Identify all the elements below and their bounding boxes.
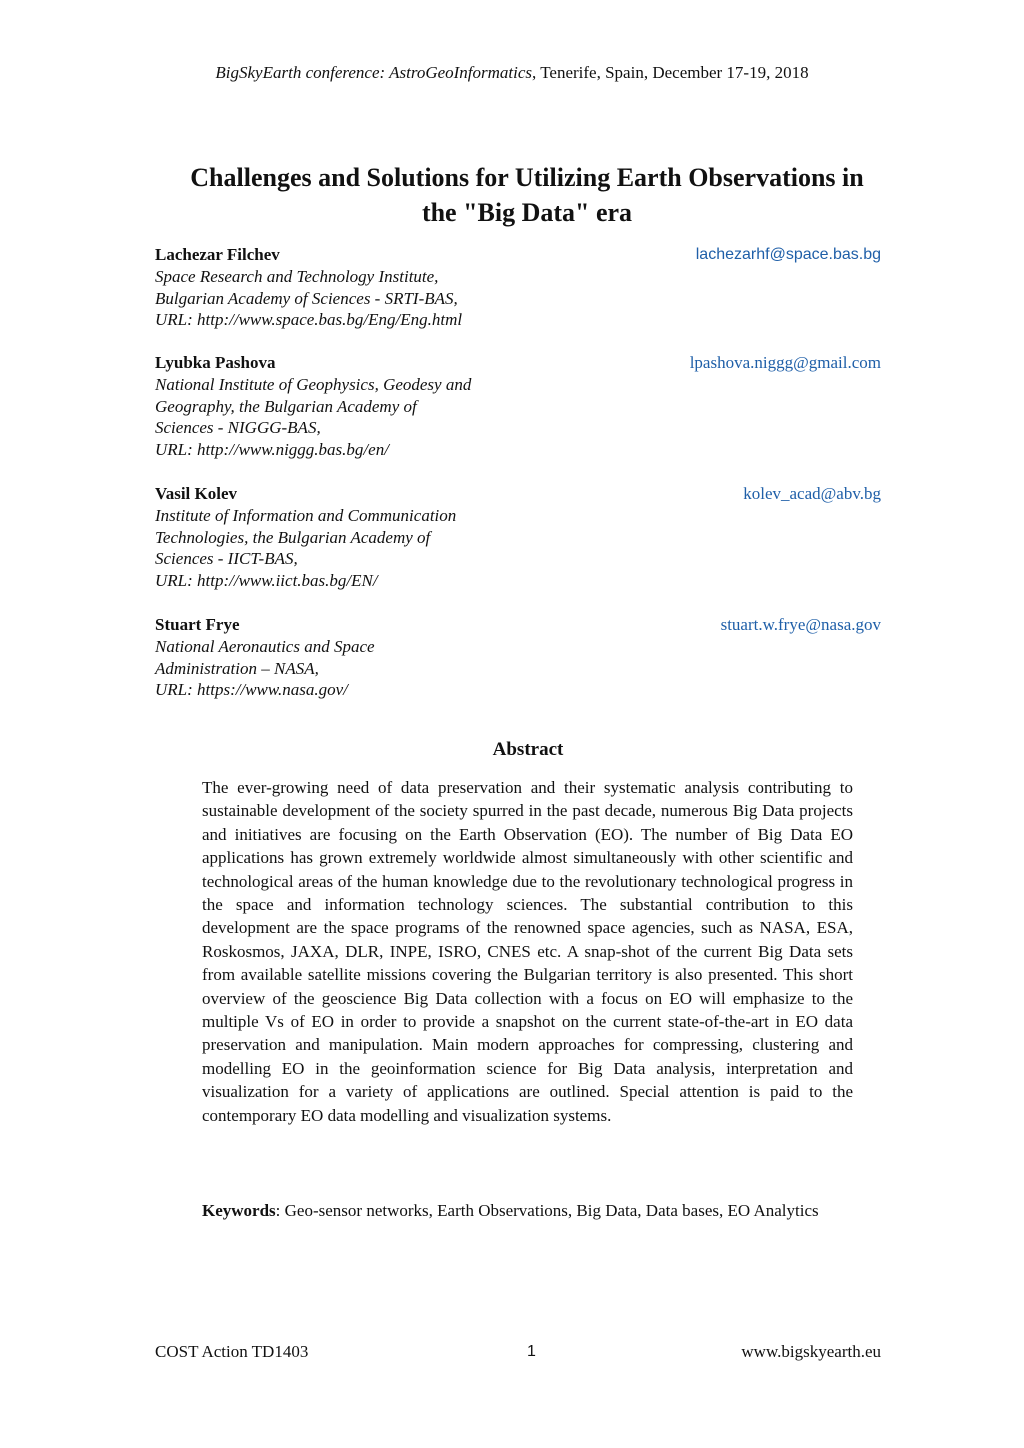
keywords-paragraph bbox=[202, 1199, 853, 1222]
footer-website[interactable]: www.bigskyearth.eu bbox=[741, 1342, 881, 1361]
author-url[interactable]: URL: http://www.space.bas.bg/Eng/Eng.html bbox=[155, 310, 463, 330]
author-block bbox=[155, 483, 881, 592]
conference-details: , Tenerife, Spain, December 17-19, 2018 bbox=[532, 63, 809, 82]
author-affiliation-line: National Institute of Geophysics, Geodesy and bbox=[155, 374, 472, 394]
author-affiliation-line: Sciences - IICT-BAS, bbox=[155, 549, 298, 569]
keywords-label: Keywords bbox=[202, 1201, 276, 1220]
author-name: Stuart Frye bbox=[155, 615, 240, 634]
author-name: Vasil Kolev bbox=[155, 484, 238, 503]
author-block bbox=[155, 614, 881, 701]
keywords-list: : Geo-sensor networks, Earth Observations, Big Data, Data bases, EO Analytics bbox=[275, 1201, 819, 1220]
author-affiliation-line: Technologies, the Bulgarian Academy of bbox=[155, 527, 431, 547]
author-name: Lachezar Filchev bbox=[155, 245, 280, 264]
author-affiliation-line: Sciences - NIGGG-BAS, bbox=[155, 418, 321, 438]
abstract-heading: Abstract bbox=[492, 739, 564, 760]
footer-left-text: COST Action TD1403 bbox=[155, 1342, 309, 1361]
paper-title bbox=[150, 160, 904, 230]
paper-title-line-2: the "Big Data" era bbox=[421, 198, 633, 227]
page-number: 1 bbox=[527, 1343, 536, 1360]
author-email-link[interactable]: lpashova.niggg@gmail.com bbox=[689, 353, 881, 372]
author-affiliation-line: Administration – NASA, bbox=[155, 658, 319, 678]
author-affiliation-line: National Aeronautics and Space bbox=[155, 636, 375, 656]
abstract-text: The ever-growing need of data preservation and their systematic analysis contributing to sustainable development of the society spurred in the past decade, numerous Big Data projects and initiatives are focusing on the Earth Observation (EO). The number of Big Data EO applications has grown extremely worldwide almost simultaneously with other scientific and technological areas of the human knowledge due to the revolutionary technological progress in the space and information technology sciences. The substantial contribution to this development are the space programs of the renowned space agencies, such as NASA, ESA, Roskosmos, JAXA, DLR, INPE, ISRO, CNES etc. A snap-shot of the current Big Data sets from available satellite missions covering the Bulgarian territory is also presented. This short overview of the geoscience Big Data collection with a focus on EO will emphasize to the multiple Vs of EO in order to provide a snapshot on the current state-of-the-art in EO data preservation and manipulation. Main modern approaches for compressing, clustering and modelling EO in the geoinformation science for Big Data analysis, interpretation and visualization for a variety of applications are outlined. Special attention is paid to the contemporary EO data modelling and visualization systems. bbox=[202, 778, 853, 1125]
running-header bbox=[0, 62, 1024, 84]
author-affiliation-line: Bulgarian Academy of Sciences - SRTI-BAS, bbox=[155, 288, 458, 308]
author-url[interactable]: URL: http://www.iict.bas.bg/EN/ bbox=[155, 571, 378, 591]
author-affiliation-line: Institute of Information and Communication bbox=[155, 505, 457, 525]
author-url[interactable]: URL: http://www.niggg.bas.bg/en/ bbox=[155, 440, 389, 460]
paper-title-line-1: Challenges and Solutions for Utilizing Earth Observations in bbox=[190, 163, 864, 192]
conference-name: BigSkyEarth conference: AstroGeoInformatics bbox=[215, 63, 533, 82]
author-block bbox=[155, 352, 881, 461]
author-affiliation-line: Geography, the Bulgarian Academy of bbox=[155, 396, 417, 416]
author-block bbox=[155, 244, 881, 331]
author-email-link[interactable]: lachezarhf@space.bas.bg bbox=[695, 246, 881, 263]
author-email-link[interactable]: stuart.w.frye@nasa.gov bbox=[720, 615, 881, 634]
author-affiliation-line: Space Research and Technology Institute, bbox=[155, 266, 439, 286]
author-name: Lyubka Pashova bbox=[155, 353, 276, 372]
author-email-link[interactable]: kolev_acad@abv.bg bbox=[743, 484, 881, 503]
author-url[interactable]: URL: https://www.nasa.gov/ bbox=[155, 680, 348, 700]
